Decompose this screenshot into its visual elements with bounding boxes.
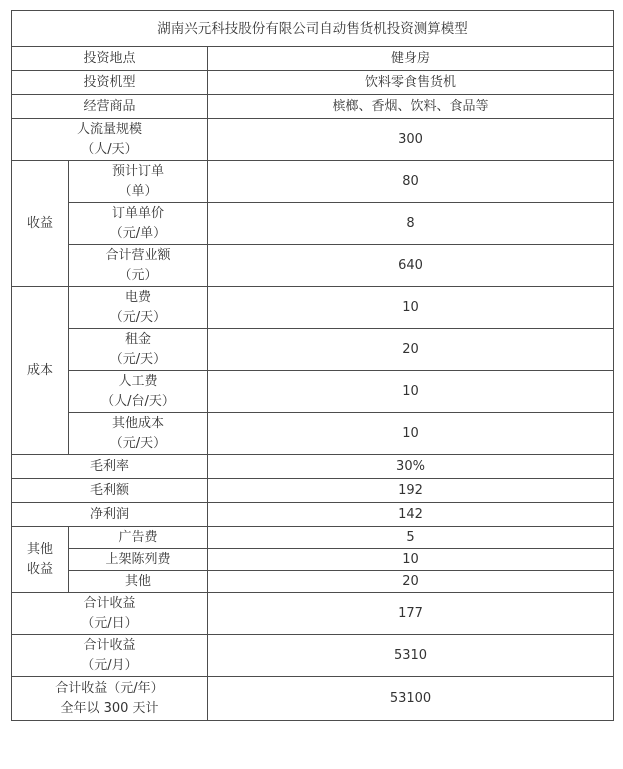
rent-label [69, 329, 208, 371]
table-row-shelf-fee [12, 549, 614, 571]
total-yearly-label [12, 677, 208, 721]
goods-label: 经营商品 [12, 95, 208, 119]
traffic-label-line1: 人流量规模 [76, 121, 142, 137]
electricity-label-line2: （元/天） [109, 309, 167, 325]
ads-label: 广告费 [69, 527, 208, 549]
labor-label-line1: 人工费 [118, 373, 158, 389]
net-profit-label: 净利润 [12, 503, 208, 527]
total-monthly-label-line1: 合计收益 [83, 637, 136, 653]
other-cost-value: 10 [208, 413, 614, 455]
table-row-net-profit [12, 503, 614, 527]
total-daily-value: 177 [208, 593, 614, 635]
table-row-total-yearly [12, 677, 614, 721]
table-row-location [12, 47, 614, 71]
table-row-ads [12, 527, 614, 549]
table-row-other-cost [12, 413, 614, 455]
total-yearly-label-line2: 全年以 300 天计 [60, 700, 159, 716]
labor-label [69, 371, 208, 413]
machine-type-value: 饮料零食售货机 [208, 71, 614, 95]
shelf-fee-value: 10 [208, 549, 614, 571]
electricity-label [69, 287, 208, 329]
gross-profit-label: 毛利额 [12, 479, 208, 503]
rent-label-line2: （元/天） [109, 351, 167, 367]
table-row-goods [12, 95, 614, 119]
traffic-label-line2: （人/天） [81, 141, 138, 157]
other-cost-label-line2: （元/天） [109, 435, 167, 451]
title-row [12, 11, 614, 47]
total-monthly-label [12, 635, 208, 677]
investment-model-table [11, 10, 614, 721]
table-row-rent [12, 329, 614, 371]
unit-price-label [69, 203, 208, 245]
table-row-electricity [12, 287, 614, 329]
total-daily-label-line1: 合计收益 [83, 595, 136, 611]
revenue-group-label: 收益 [12, 161, 69, 287]
location-label: 投资地点 [12, 47, 208, 71]
other-income-group-line1: 其他 [26, 541, 53, 557]
table-row-turnover [12, 245, 614, 287]
table-row-unit-price [12, 203, 614, 245]
ads-value: 5 [208, 527, 614, 549]
orders-label [69, 161, 208, 203]
labor-value: 10 [208, 371, 614, 413]
goods-value: 槟榔、香烟、饮料、食品等 [208, 95, 614, 119]
electricity-label-line1: 电费 [124, 289, 151, 305]
unit-price-label-line1: 订单单价 [111, 205, 164, 221]
orders-value: 80 [208, 161, 614, 203]
unit-price-value: 8 [208, 203, 614, 245]
gross-margin-label: 毛利率 [12, 455, 208, 479]
traffic-label [12, 119, 208, 161]
gross-margin-value: 30% [208, 455, 614, 479]
table-row-misc-income [12, 571, 614, 593]
other-income-group-line2: 收益 [26, 561, 53, 577]
labor-label-line2: （人/台/天） [101, 393, 175, 409]
total-yearly-label-line1: 合计收益（元/年） [55, 680, 164, 696]
rent-label-line1: 租金 [124, 331, 151, 347]
turnover-value: 640 [208, 245, 614, 287]
table-row-orders [12, 161, 614, 203]
unit-price-label-line2: （元/单） [109, 225, 167, 241]
traffic-value: 300 [208, 119, 614, 161]
orders-label-line2: （单） [118, 183, 158, 199]
total-monthly-label-line2: （元/月） [81, 657, 138, 673]
cost-group-label: 成本 [12, 287, 69, 455]
table-row-total-monthly [12, 635, 614, 677]
total-monthly-value: 5310 [208, 635, 614, 677]
orders-label-line1: 预计订单 [111, 163, 164, 179]
machine-type-label: 投资机型 [12, 71, 208, 95]
turnover-label-line1: 合计营业额 [105, 247, 171, 263]
turnover-label [69, 245, 208, 287]
total-daily-label-line2: （元/日） [81, 615, 138, 631]
shelf-fee-label: 上架陈列费 [69, 549, 208, 571]
table-row-gross-margin [12, 455, 614, 479]
turnover-label-line2: （元） [118, 267, 158, 283]
table-title: 湖南兴元科技股份有限公司自动售货机投资测算模型 [12, 11, 614, 47]
other-income-group-label [12, 527, 69, 593]
other-cost-label [69, 413, 208, 455]
table-row-gross-profit [12, 479, 614, 503]
table-row-total-daily [12, 593, 614, 635]
other-cost-label-line1: 其他成本 [111, 415, 164, 431]
gross-profit-value: 192 [208, 479, 614, 503]
total-yearly-value: 53100 [208, 677, 614, 721]
table-row-labor [12, 371, 614, 413]
table-row-traffic [12, 119, 614, 161]
location-value: 健身房 [208, 47, 614, 71]
net-profit-value: 142 [208, 503, 614, 527]
rent-value: 20 [208, 329, 614, 371]
table-row-machine-type [12, 71, 614, 95]
electricity-value: 10 [208, 287, 614, 329]
total-daily-label [12, 593, 208, 635]
misc-income-label: 其他 [69, 571, 208, 593]
misc-income-value: 20 [208, 571, 614, 593]
